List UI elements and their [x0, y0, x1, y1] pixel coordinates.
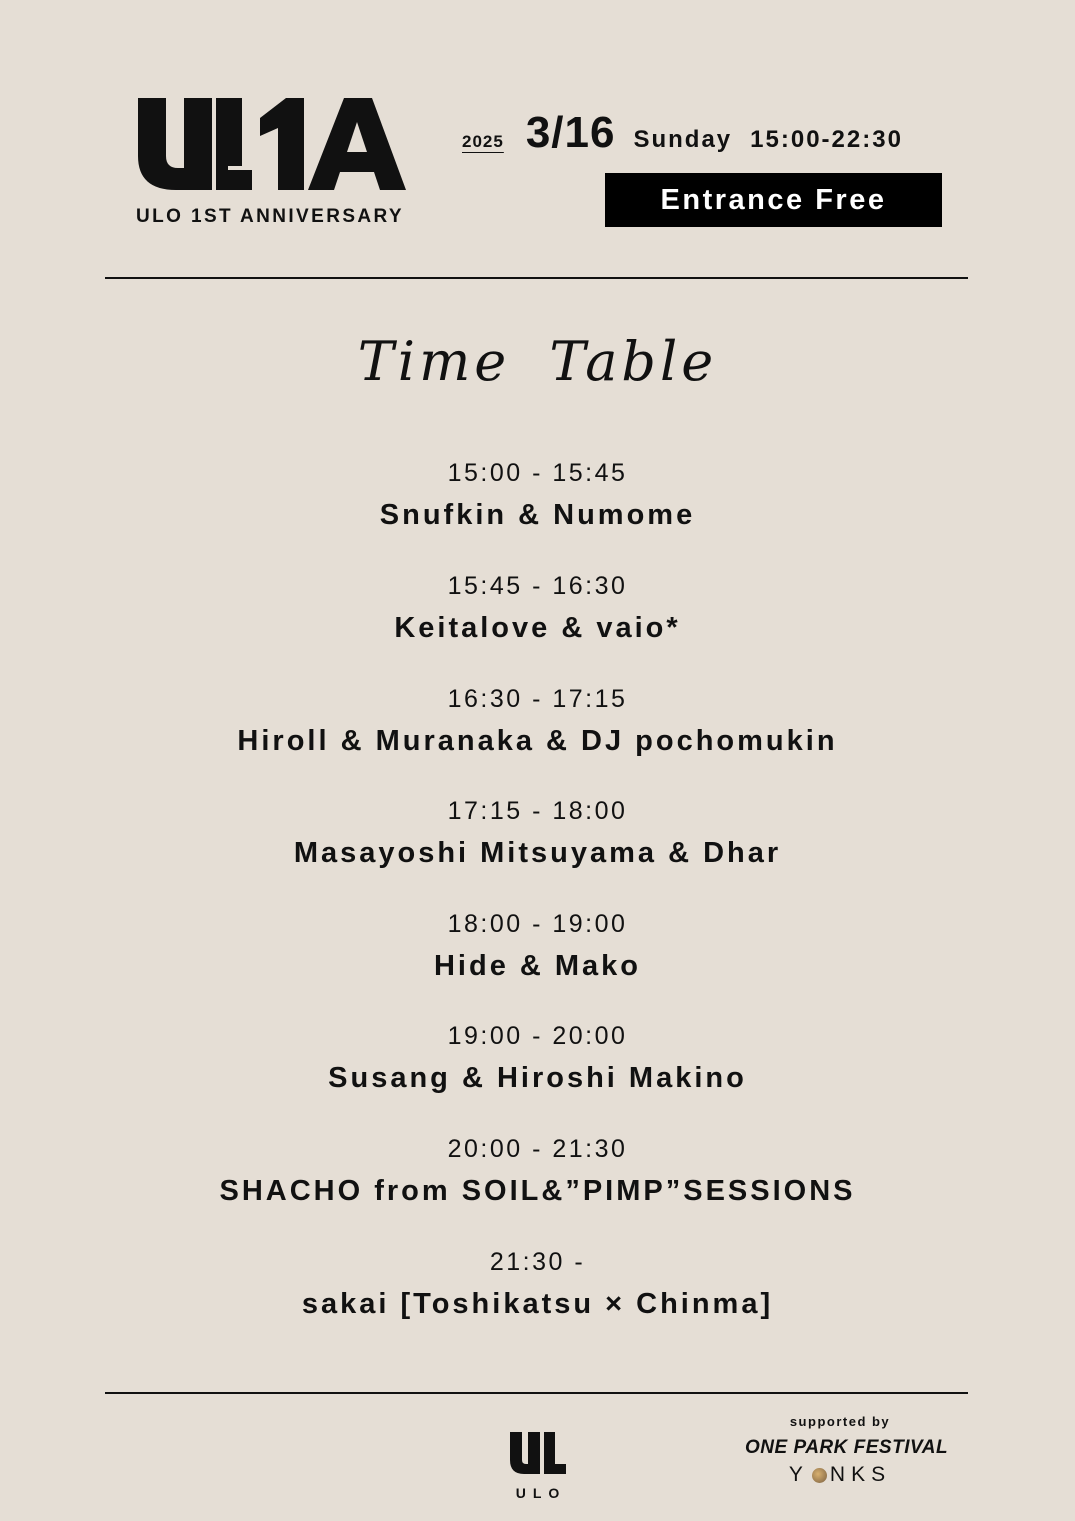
bottom-divider — [105, 1392, 968, 1394]
slot-time: 17:15 - 18:00 — [447, 797, 628, 825]
anniversary-subtitle: ULO 1ST ANNIVERSARY — [136, 206, 404, 227]
one-park-festival-logo: ONE PARK FESTIVAL — [745, 1437, 949, 1458]
slot-time: 21:30 - — [489, 1248, 586, 1276]
timetable-slot — [0, 1021, 1075, 1095]
slot-time: 16:30 - 17:15 — [447, 685, 628, 713]
slot-artist: Hide & Mako — [433, 950, 642, 982]
sponsor-block — [745, 1414, 949, 1487]
event-weekday: Sunday — [633, 126, 733, 153]
ulo-logo-mark — [508, 1430, 568, 1476]
yonks-text-end: NKS — [829, 1463, 892, 1486]
slot-artist: Susang & Hiroshi Makino — [328, 1062, 747, 1094]
slot-time: 15:00 - 15:45 — [447, 459, 628, 487]
slot-time: 15:45 - 16:30 — [447, 572, 628, 600]
event-logo — [136, 96, 411, 228]
timetable-slot — [0, 684, 1075, 758]
ul1a-logo-mark — [136, 96, 408, 192]
ulo-label: ULO — [515, 1485, 567, 1501]
timetable-slot — [0, 909, 1075, 983]
yonks-text-start: Y — [788, 1463, 809, 1486]
event-date — [462, 108, 942, 158]
slot-artist: Keitalove & vaio* — [394, 612, 681, 644]
top-divider — [105, 277, 968, 279]
timetable-slot — [0, 458, 1075, 532]
slot-time: 19:00 - 20:00 — [447, 1022, 628, 1050]
timetable-slot — [0, 796, 1075, 870]
slot-time: 20:00 - 21:30 — [447, 1135, 628, 1163]
timetable-title: Time Table — [357, 330, 718, 393]
event-day-date: 3/16 — [525, 108, 616, 157]
entrance-free-badge: Entrance Free — [605, 173, 942, 227]
slot-time: 18:00 - 19:00 — [447, 910, 628, 938]
yonks-logo — [745, 1463, 935, 1487]
ulo-footer-logo — [508, 1430, 568, 1501]
supported-by-label: supported by — [789, 1414, 891, 1429]
globe-icon — [812, 1468, 827, 1483]
event-year: 2025 — [462, 132, 504, 151]
slot-artist: Hiroll & Muranaka & DJ pochomukin — [237, 725, 838, 757]
event-hours: 15:00-22:30 — [750, 126, 903, 153]
timetable-slot — [0, 1247, 1075, 1321]
slot-artist: Snufkin & Numome — [379, 499, 696, 531]
timetable-slot — [0, 1134, 1075, 1208]
slot-artist: SHACHO from SOIL&”PIMP”SESSIONS — [219, 1175, 856, 1207]
slot-artist: Masayoshi Mitsuyama & Dhar — [293, 837, 782, 869]
slot-artist: sakai [Toshikatsu × Chinma] — [301, 1288, 774, 1320]
timetable-slot — [0, 571, 1075, 645]
